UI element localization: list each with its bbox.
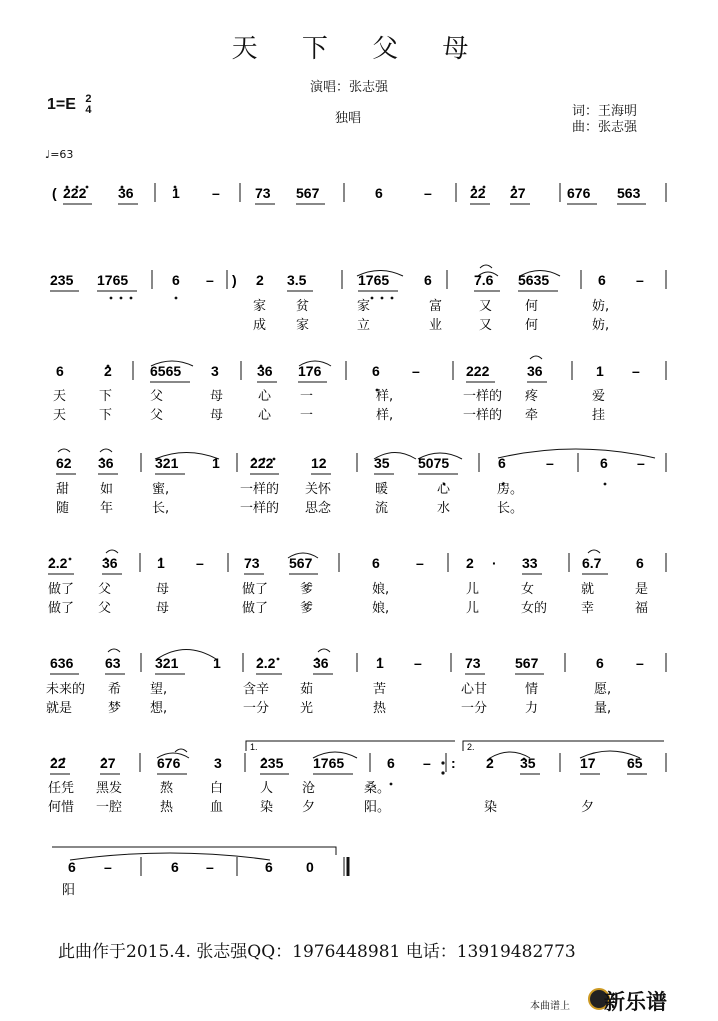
note-group: 6 xyxy=(424,272,432,288)
sustain-dash: – xyxy=(416,555,424,571)
note-group: 1 xyxy=(157,555,165,571)
sustain-dash: – xyxy=(412,363,420,379)
lyric-syllable: 蜜, xyxy=(152,482,170,497)
note-group: 222 xyxy=(250,455,274,471)
note-group: 321 xyxy=(155,455,179,471)
note-group: 676 xyxy=(567,185,591,201)
brand-logo: 新乐谱 xyxy=(604,990,667,1014)
lyric-syllable: 母 xyxy=(210,389,224,404)
lyric-syllable: 妨, xyxy=(592,299,610,314)
footer-contact: 此曲作于2015.4. 张志强QQ：1976448981 电话：13919482773 xyxy=(58,942,576,962)
lyric-syllable: 白 xyxy=(210,781,224,796)
lyric-syllable: 爱 xyxy=(592,389,606,404)
lyric-syllable: 房。 xyxy=(497,482,524,497)
lyric-syllable: 何 xyxy=(525,318,539,333)
lyric-syllable: 思念 xyxy=(305,501,332,516)
note-group: 676 xyxy=(157,755,181,771)
note-group: 222 xyxy=(63,185,87,201)
sustain-dash: – xyxy=(104,859,112,875)
lyric-syllable: 天 xyxy=(53,408,67,423)
lyricist-credit: 词：王海明 xyxy=(572,104,638,119)
note-group: 27 xyxy=(100,755,116,771)
lyric-syllable: 父 xyxy=(98,582,112,597)
lyric-syllable: 业 xyxy=(429,318,443,333)
sustain-dash: – xyxy=(546,455,554,471)
lyric-syllable: 何惜 xyxy=(48,800,75,815)
lyric-syllable: 女 xyxy=(521,582,535,597)
note-group: 2 xyxy=(104,363,112,379)
lyric-syllable: 一样的 xyxy=(240,501,280,516)
lyric-syllable: 一分 xyxy=(243,701,270,716)
note-group: 6 xyxy=(171,859,179,875)
lyric-syllable: 情 xyxy=(525,682,539,697)
note-group: 73 xyxy=(465,655,481,671)
sustain-dash: – xyxy=(423,755,431,771)
note-group: 6565 xyxy=(150,363,182,379)
lyric-syllable: 样, xyxy=(376,408,394,423)
lyric-syllable: 一腔 xyxy=(96,800,123,815)
lyric-syllable: 染 xyxy=(484,800,498,815)
lyric-syllable: 母 xyxy=(210,408,224,423)
repeat-dots xyxy=(441,761,444,774)
lyric-syllable: 娘, xyxy=(372,582,390,597)
lyric-syllable: 样, xyxy=(376,389,394,404)
lyric-syllable: 母 xyxy=(156,582,170,597)
notation-symbol: ) xyxy=(232,272,237,288)
lyric-syllable: 又 xyxy=(479,318,493,333)
note-group: 22 xyxy=(50,755,66,771)
lyric-syllable: 母 xyxy=(156,601,170,616)
note-group: ( xyxy=(52,185,57,201)
sustain-dash: – xyxy=(636,272,644,288)
note-group: 6.7 xyxy=(582,555,602,571)
note-group: 1765 xyxy=(97,272,129,288)
sustain-dash: – xyxy=(632,363,640,379)
note-group: 0 xyxy=(306,859,314,875)
lyric-syllable: 长。 xyxy=(497,501,524,516)
lyric-syllable: 暖 xyxy=(375,482,389,497)
note-group: 6 xyxy=(265,859,273,875)
lyric-syllable: 贫 xyxy=(296,299,310,314)
note-group: 636 xyxy=(50,655,74,671)
note-group: 6 xyxy=(636,555,644,571)
note-group: 27 xyxy=(510,185,526,201)
lyric-syllable: 心 xyxy=(258,408,272,423)
lyric-syllable: 幸 xyxy=(581,601,595,616)
lyric-syllable: 牵 xyxy=(525,408,539,423)
lyric-syllable: 做了 xyxy=(48,582,75,597)
lyric-syllable: 年 xyxy=(100,501,114,516)
lyric-syllable: 家 xyxy=(253,299,267,314)
lyric-syllable: 天 xyxy=(53,389,67,404)
beams xyxy=(48,204,647,774)
lyric-syllable: 黑发 xyxy=(96,781,123,796)
note-group: 6 xyxy=(68,859,76,875)
note-group: 1 xyxy=(172,185,180,201)
note-group: 1765 xyxy=(358,272,390,288)
lyric-syllable: 人 xyxy=(260,781,274,796)
lyric-syllable: 父 xyxy=(98,601,112,616)
note-group: 567 xyxy=(515,655,539,671)
note-group: 3 xyxy=(211,363,219,379)
note-group: 65 xyxy=(627,755,643,771)
sustain-dash: – xyxy=(212,185,220,201)
lyric-syllable: 下 xyxy=(99,408,113,423)
sustain-dash: – xyxy=(196,555,204,571)
lyric-syllable: 父 xyxy=(150,408,164,423)
lyric-syllable: 力 xyxy=(525,701,539,716)
lyric-syllable: 一样的 xyxy=(240,482,280,497)
note-group: 6 xyxy=(375,185,383,201)
note-group: 1765 xyxy=(313,755,345,771)
lyric-syllable: 就 xyxy=(581,582,595,597)
lyric-syllable: 做了 xyxy=(48,601,75,616)
lyric-syllable: 阳 xyxy=(62,883,76,898)
lyric-syllable: 何 xyxy=(525,299,539,314)
note-group: 1 xyxy=(212,455,220,471)
note-group: 6 xyxy=(600,455,608,471)
note-group: 73 xyxy=(244,555,260,571)
lyric-syllable: 热 xyxy=(160,800,174,815)
lyric-syllable: 流 xyxy=(375,501,389,516)
lyric-syllable: 夕 xyxy=(302,800,316,815)
performance-style: 独唱 xyxy=(335,111,362,126)
lyric-syllable: 一样的 xyxy=(463,389,503,404)
note-group: 6 xyxy=(172,272,180,288)
notation-symbol: : xyxy=(451,755,456,771)
note-group: 5075 xyxy=(418,455,450,471)
note-group: · xyxy=(492,555,497,571)
note-group: 6 xyxy=(498,455,506,471)
note-group: 3 xyxy=(214,755,222,771)
note-group: 563 xyxy=(617,185,641,201)
lyric-syllable: 夕 xyxy=(581,800,595,815)
note-group: 2 xyxy=(466,555,474,571)
note-group: 567 xyxy=(296,185,320,201)
lyric-syllable: 心 xyxy=(258,389,272,404)
lyric-syllable: 心 xyxy=(437,482,451,497)
note-group: 6 xyxy=(56,363,64,379)
lyric-syllable: 做了 xyxy=(242,601,269,616)
note-group: 36 xyxy=(118,185,134,201)
note-group: 235 xyxy=(50,272,74,288)
lyric-syllable: 热 xyxy=(373,701,387,716)
lyric-syllable: 关怀 xyxy=(305,482,332,497)
lyric-syllable: 茹 xyxy=(300,682,314,697)
tempo-marking: ♩=63 xyxy=(45,148,74,161)
note-group: 6 xyxy=(372,555,380,571)
note-group: 6 xyxy=(372,363,380,379)
note-group: 235 xyxy=(260,755,284,771)
note-group: 6 xyxy=(598,272,606,288)
note-group: 35 xyxy=(520,755,536,771)
sustain-dash: – xyxy=(206,859,214,875)
barline xyxy=(344,857,348,876)
lyric-syllable: 富 xyxy=(429,299,443,314)
lyric-syllable: 娘, xyxy=(372,601,390,616)
lyric-syllable: 女的 xyxy=(521,601,548,616)
lyric-syllable: 一分 xyxy=(461,701,488,716)
lyric-syllable: 下 xyxy=(99,389,113,404)
note-group: 36 xyxy=(257,363,273,379)
lyric-syllable: 挂 xyxy=(592,408,606,423)
note-group: 73 xyxy=(255,185,271,201)
note-group: 33 xyxy=(522,555,538,571)
note-group: 2.2 xyxy=(256,655,276,671)
note-group: 17 xyxy=(580,755,596,771)
sustain-dash: – xyxy=(424,185,432,201)
lyric-syllable: 沧 xyxy=(302,781,316,796)
note-group: 36 xyxy=(102,555,118,571)
sustain-dash: – xyxy=(414,655,422,671)
lyric-syllable: 血 xyxy=(210,800,224,815)
lyric-syllable: 愿, xyxy=(594,682,612,697)
lyric-syllable: 疼 xyxy=(525,389,539,404)
lyric-syllable: 熬 xyxy=(160,781,174,796)
lyric-syllable: 一 xyxy=(300,408,314,423)
note-group: 36 xyxy=(313,655,329,671)
lyric-syllable: 甜 xyxy=(56,482,70,497)
note-group: 222 xyxy=(466,363,490,379)
note-group: 35 xyxy=(374,455,390,471)
lyric-syllable: 未来的 xyxy=(46,682,86,697)
lyric-syllable: 长, xyxy=(152,501,170,516)
lyric-syllable: 爹 xyxy=(300,582,314,597)
lyric-syllable: 想, xyxy=(150,701,168,716)
note-group: 36 xyxy=(527,363,543,379)
lyric-syllable: 如 xyxy=(100,482,114,497)
lyric-syllable: 是 xyxy=(635,582,649,597)
note-group: 12 xyxy=(311,455,327,471)
note-group: 6 xyxy=(387,755,395,771)
lyric-syllable: 望, xyxy=(150,682,168,697)
note-group: 62 xyxy=(56,455,72,471)
lyric-syllable: 阳。 xyxy=(364,800,391,815)
lyric-syllable: 随 xyxy=(56,501,70,516)
note-group: 63 xyxy=(105,655,121,671)
note-group: 36 xyxy=(98,455,114,471)
note-group: 6 xyxy=(596,655,604,671)
note-group: 2 xyxy=(486,755,494,771)
lyric-syllable: 就是 xyxy=(46,701,73,716)
lyric-syllable: 家 xyxy=(296,318,310,333)
lyric-syllable: 又 xyxy=(479,299,493,314)
performer-credit: 演唱：张志强 xyxy=(310,80,389,95)
note-group: 3.5 xyxy=(287,272,307,288)
lyric-syllable: 家 xyxy=(357,299,371,314)
note-group: 321 xyxy=(155,655,179,671)
note-group: 1 xyxy=(213,655,221,671)
brand-prefix: 本曲谱上 xyxy=(530,1001,570,1012)
lyric-syllable: 桑。 xyxy=(364,781,391,796)
lyric-syllable: 做了 xyxy=(242,582,269,597)
lyric-syllable: 梦 xyxy=(108,701,122,716)
lyric-syllable: 一 xyxy=(300,389,314,404)
note-group: 2.2 xyxy=(48,555,68,571)
composer-credit: 曲：张志强 xyxy=(572,120,638,135)
song-title: 天 下 父 母 xyxy=(231,34,487,64)
note-group: 22 xyxy=(470,185,486,201)
sustain-dash: – xyxy=(636,655,644,671)
note-group: 567 xyxy=(289,555,313,571)
note-group: 2 xyxy=(256,272,264,288)
note-group: 1 xyxy=(376,655,384,671)
notation-rows xyxy=(46,183,666,898)
lyric-syllable: 一样的 xyxy=(463,408,503,423)
sustain-dash: – xyxy=(637,455,645,471)
volta-second-label: 2. xyxy=(467,742,475,752)
lyric-syllable: 染 xyxy=(260,800,274,815)
lyric-syllable: 福 xyxy=(635,601,649,616)
sustain-dash: – xyxy=(206,272,214,288)
lyric-syllable: 立 xyxy=(357,318,371,333)
lyric-syllable: 父 xyxy=(150,389,164,404)
lyric-syllable: 成 xyxy=(253,318,267,333)
volta-first-label: 1. xyxy=(250,742,258,752)
lyric-syllable: 水 xyxy=(437,501,451,516)
lyric-syllable: 希 xyxy=(108,682,122,697)
note-group: 176 xyxy=(298,363,322,379)
lyric-syllable: 含辛 xyxy=(243,682,270,697)
key-label: 1=E xyxy=(47,96,76,114)
lyric-syllable: 量, xyxy=(594,701,612,716)
lyric-syllable: 光 xyxy=(300,701,314,716)
lyric-syllable: 任凭 xyxy=(48,781,75,796)
note-group: 5635 xyxy=(518,272,550,288)
lyric-syllable: 儿 xyxy=(466,601,480,616)
note-group: 7.6 xyxy=(474,272,494,288)
lyric-syllable: 妨, xyxy=(592,318,610,333)
time-top: 2 xyxy=(85,93,92,105)
lyric-syllable: 儿 xyxy=(466,582,480,597)
volta-brackets xyxy=(246,741,664,752)
lyric-syllable: 苦 xyxy=(373,682,387,697)
lyric-syllable: 爹 xyxy=(300,601,314,616)
lyric-syllable: 心甘 xyxy=(461,682,488,697)
time-bottom: 4 xyxy=(85,104,92,116)
note-group: 1 xyxy=(596,363,604,379)
